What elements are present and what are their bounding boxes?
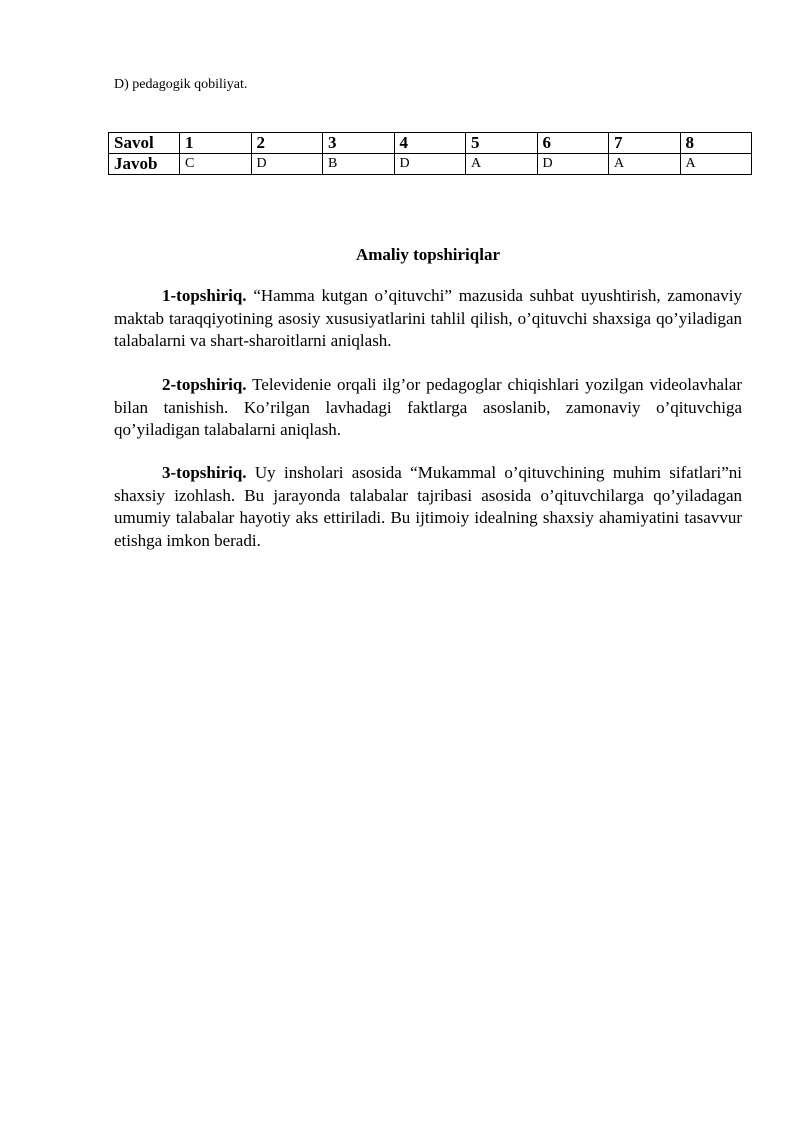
answer-row [109, 154, 752, 175]
task-paragraph [114, 285, 742, 353]
row-header-answer: Javob [109, 154, 180, 175]
answer-cell: A [466, 154, 538, 175]
answer-cell: D [251, 154, 323, 175]
task-label: 3-topshiriq. [162, 463, 247, 482]
question-number: 6 [537, 133, 609, 154]
question-number: 7 [609, 133, 681, 154]
section-title: Amaliy topshiriqlar [355, 245, 501, 264]
previous-question-option: D) pedagogik qobiliyat. [114, 77, 248, 92]
answer-cell: B [323, 154, 395, 175]
task-text: “Hamma kutgan o’qituvchi” mazusida suhbat uyushtirish, zamonaviy maktab taraqqiyotining asosiy xususiyatlarini tahlil qilish, o’qituvchi shaxsiga qo’yiladigan talabalarni va shart-sharoitlarni aniqlash. [114, 286, 743, 350]
question-number: 4 [394, 133, 466, 154]
answer-cell: A [680, 154, 752, 175]
task-text: Televidenie orqali ilg’or pedagoglar chiqishlari yozilgan videolavhalar bilan tanishish. Ko’rilgan lavhadagi faktlarga asoslanib, zamonaviy o’qituvchiga qo’yiladigan talabalarni aniqlash. [114, 375, 742, 439]
question-number: 3 [323, 133, 395, 154]
question-number: 1 [180, 133, 252, 154]
answer-cell: D [394, 154, 466, 175]
answer-cell: D [537, 154, 609, 175]
task-text: Uy insholari asosida “Mukammal o’qituvchining muhim sifatlari”ni shaxsiy izohlash. Bu jarayonda talabalar tajribasi asosida o’qituvchilarga qo’yiladagan umumiy talabalar hayotiy aks ettiriladi. Bu ijtimoiy idealning shaxsiy ahamiyatini tasavvur etishga imkon beradi. [114, 463, 742, 550]
question-number: 2 [251, 133, 323, 154]
question-number: 5 [466, 133, 538, 154]
task-paragraph [114, 374, 742, 442]
task-label: 1-topshiriq. [162, 286, 247, 305]
question-row [109, 133, 752, 154]
answer-cell: A [609, 154, 681, 175]
answer-key-table [108, 132, 752, 175]
task-paragraph [114, 462, 742, 552]
question-number: 8 [680, 133, 752, 154]
task-label: 2-topshiriq. [162, 375, 247, 394]
answer-cell: C [180, 154, 252, 175]
row-header-question: Savol [109, 133, 180, 154]
